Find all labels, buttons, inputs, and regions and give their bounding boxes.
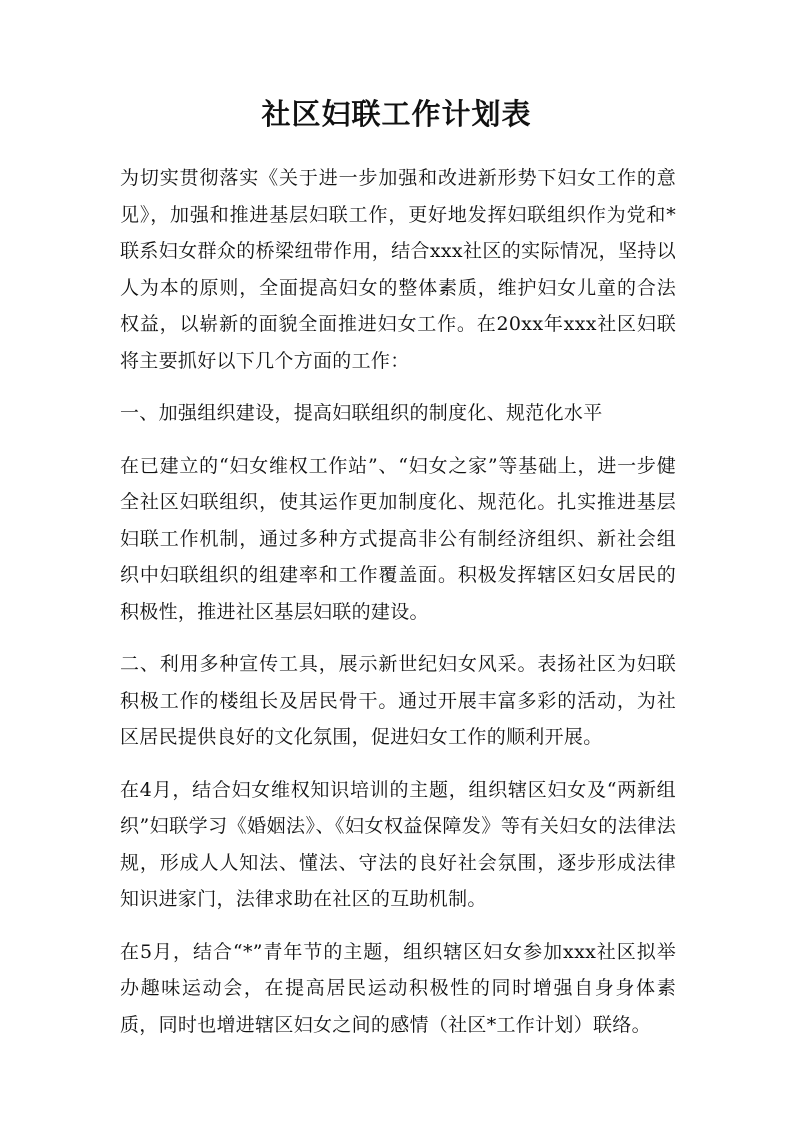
section-heading-1: 一、加强组织建设，提高妇联组织的制度化、规范化水平 <box>120 402 603 424</box>
section-heading-2: 二、利用多种宣传工具，展示新世纪妇女风采。表扬社区为妇联积极工作的楼组长及居民骨干。通过开展丰富多彩的活动，为社区居民提供良好的文化氛围，促进妇女工作的顺利开展。 <box>120 653 676 748</box>
document-body <box>120 160 676 1059</box>
paragraph-april: 在4月，结合妇女维权知识培训的主题，组织辖区妇女及“两新组织”妇联学习《婚姻法》、《妇女权益保障发》等有关妇女的法律法规，形成人人知法、懂法、守法的良好社会氛围，逐步形成法律知识进家门，法律求助在社区的互助机制。 <box>120 778 676 910</box>
paragraph-may: 在5月，结合“*”青年节的主题，组织辖区妇女参加xxx社区拟举办趣味运动会，在提高居民运动积极性的同时增强自身身体素质，同时也增进辖区妇女之间的感情（社区*工作计划）联络。 <box>120 940 676 1036</box>
paragraph-organization: 在已建立的“妇女维权工作站”、“妇女之家”等基础上，进一步健全社区妇联组织，使其运作更加制度化、规范化。扎实推进基层妇联工作机制，通过多种方式提高非公有制经济组织、新社会组织中妇联组织的组建率和工作覆盖面。积极发挥辖区妇女居民的积极性，推进社区基层妇联的建设。 <box>120 454 676 623</box>
document-title: 社区妇联工作计划表 <box>261 97 532 131</box>
paragraph-intro: 为切实贯彻落实《关于进一步加强和改进新形势下妇女工作的意见》，加强和推进基层妇联工作，更好地发挥妇联组织作为党和*联系妇女群众的桥梁纽带作用，结合xxx社区的实际情况，坚持以人为本的原则，全面提高妇女的整体素质，维护妇女儿童的合法权益，以崭新的面貌全面推进妇女工作。在20xx年xxx社区妇联将主要抓好以下几个方面的工作： <box>120 167 676 372</box>
